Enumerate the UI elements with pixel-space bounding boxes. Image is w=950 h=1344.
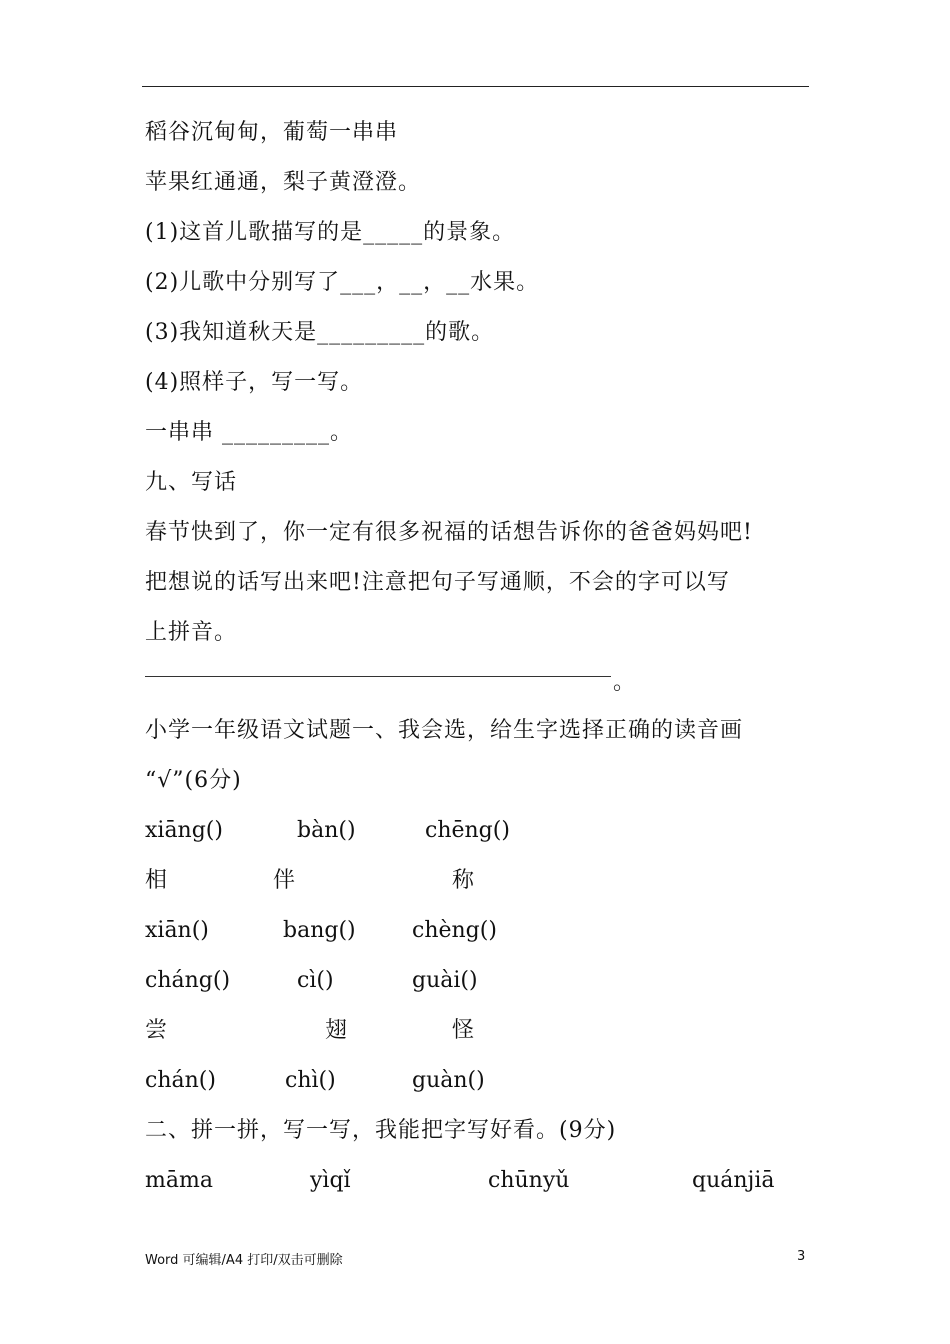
poem-line-1: 稻谷沉甸甸，葡萄一串串 — [145, 120, 399, 145]
character: 相 — [145, 868, 168, 893]
question-3: (3)我知道秋天是_________的歌。 — [145, 320, 495, 345]
pinyin-option: chèng() — [412, 918, 497, 943]
question-1: (1)这首儿歌描写的是_____的景象。 — [145, 220, 516, 245]
character: 尝 — [145, 1018, 168, 1043]
pinyin-row-2 — [145, 916, 825, 946]
character: 怪 — [452, 1018, 475, 1043]
test-title-line-2: “√”(6分) — [145, 768, 242, 793]
pinyin-row-1 — [145, 816, 825, 846]
test-title-line-1: 小学一年级语文试题一、我会选，给生字选择正确的读音画 — [145, 718, 744, 743]
page-number: 3 — [797, 1249, 806, 1264]
writing-prompt-line-1: 春节快到了，你一定有很多祝福的话想告诉你的爸爸妈妈吧! — [145, 520, 753, 545]
pinyin-word: chūnyǔ — [488, 1168, 570, 1193]
question-4: (4)照样子，写一写。 — [145, 370, 364, 395]
pinyin-option: chì() — [285, 1068, 336, 1093]
writing-heading: 九、写话 — [145, 470, 238, 495]
pinyin-row-4 — [145, 1066, 825, 1096]
char-row-1 — [145, 866, 825, 896]
writing-answer-end: 。 — [613, 670, 636, 695]
pinyin-word: yìqǐ — [310, 1168, 351, 1193]
pinyin-option: xiāng() — [145, 818, 223, 843]
pinyin-row-5 — [145, 1166, 825, 1196]
pinyin-word: quánjiā — [692, 1168, 775, 1193]
writing-prompt-line-3: 上拼音。 — [145, 620, 238, 645]
writing-answer-blank — [145, 676, 611, 677]
pinyin-option: chēng() — [425, 818, 510, 843]
pinyin-word: māma — [145, 1168, 213, 1193]
question-2: (2)儿歌中分别写了___，__，__水果。 — [145, 270, 540, 295]
pinyin-option: chán() — [145, 1068, 216, 1093]
char-row-2 — [145, 1016, 825, 1046]
pinyin-option: bàn() — [297, 818, 356, 843]
pinyin-option: guàn() — [412, 1068, 485, 1093]
pinyin-option: xiān() — [145, 918, 209, 943]
header-rule — [142, 86, 809, 87]
pinyin-option: bang() — [283, 918, 356, 943]
character: 称 — [452, 868, 475, 893]
character: 翅 — [325, 1018, 348, 1043]
poem-line-2: 苹果红通通，梨子黄澄澄。 — [145, 170, 422, 195]
character: 伴 — [273, 868, 296, 893]
section-2-heading: 二、拼一拼，写一写，我能把字写好看。(9分) — [145, 1118, 617, 1143]
writing-prompt-line-2: 把想说的话写出来吧!注意把句子写通顺，不会的字可以写 — [145, 570, 730, 595]
pinyin-option: cì() — [297, 968, 334, 993]
pinyin-option: cháng() — [145, 968, 231, 993]
pinyin-option: guài() — [412, 968, 478, 993]
question-4-example: 一串串 _________。 — [145, 420, 353, 445]
footer-note: Word 可编辑/A4 打印/双击可删除 — [145, 1253, 343, 1268]
pinyin-row-3 — [145, 966, 825, 996]
